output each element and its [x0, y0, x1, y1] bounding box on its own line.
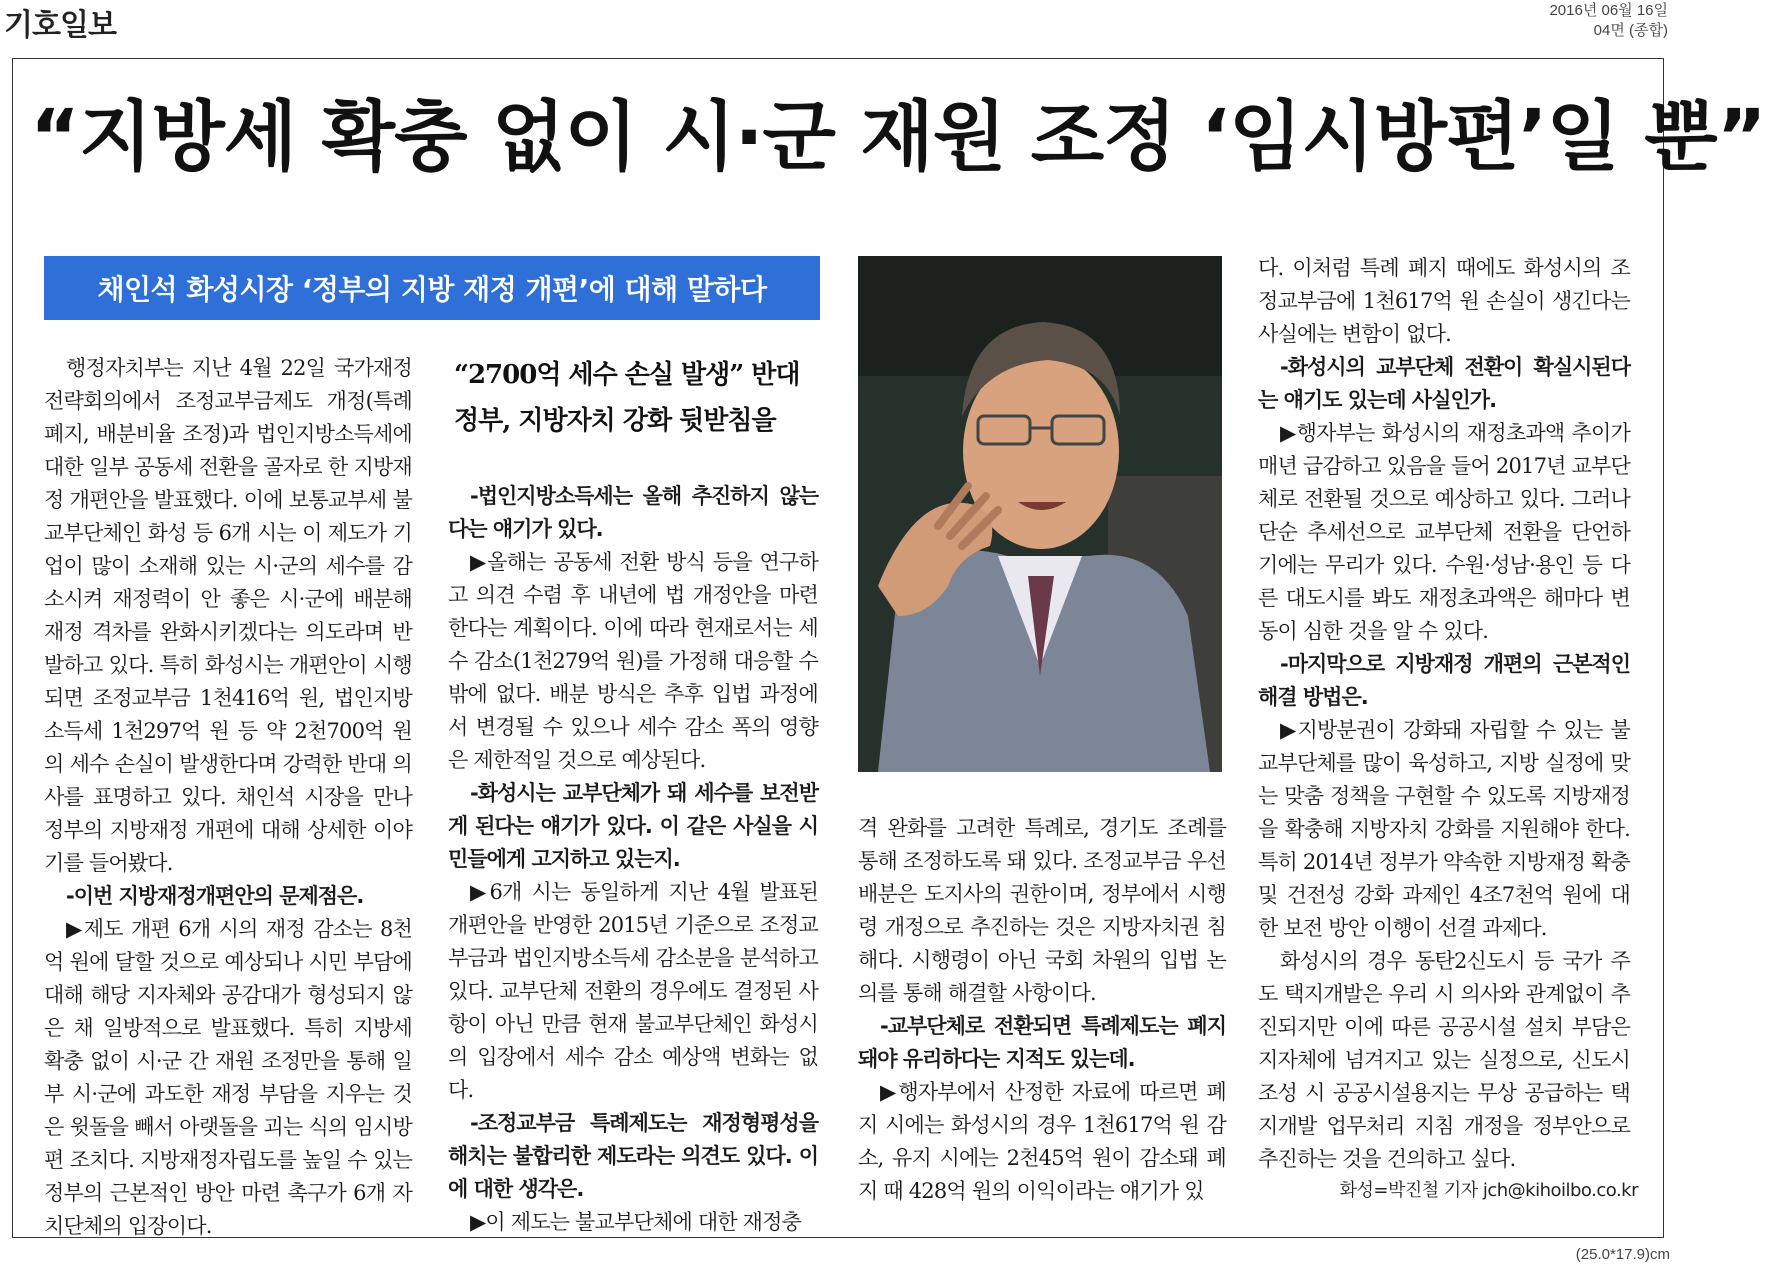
article-column-4 — [1258, 252, 1630, 1174]
interview-question: -화성시는 교부단체가 돼 세수를 보전받게 된다는 얘기가 있다. 이 같은 사실을 시민들에게 고지하고 있는지. — [448, 781, 818, 871]
interview-question: -조정교부금 특례제도는 재정형평성을 해치는 불합리한 제도라는 의견도 있다. 이에 대한 생각은. — [448, 1111, 818, 1201]
subhead-1: “2700억 세수 손실 발생” 반대 — [454, 360, 800, 390]
clipping-size-note: (25.0*17.9)cm — [1575, 1246, 1670, 1263]
publication-meta — [1549, 1, 1668, 41]
interview-photo — [858, 256, 1222, 772]
interview-question: -마지막으로 지방재정 개편의 근본적인 해결 방법은. — [1258, 652, 1630, 709]
body-paragraph: ▶이 제도는 불교부단체에 대한 재정충 — [470, 1210, 802, 1234]
body-paragraph: ▶제도 개편 6개 시의 재정 감소는 8천억 원에 달할 것으로 예상되나 시민 부담에 대해 해당 지자체와 공감대가 형성되지 않은 채 일방적으로 발표했다. 특히 지방세 확충 없이 시·군 간 재원 조정만을 통해 일부 시·군에 과도한 재정 부담을 지우는 것은 윗돌을 빼서 아랫돌을 괴는 식의 임시방편 조치다. 지방재정자립도를 높일 수 있는 정부의 근본적인 방안 마련 촉구가 6개 자치단체의 입장이다. — [44, 917, 412, 1238]
article-headline: “지방세 확충 없이 시·군 재원 조정 ‘임시방편’일 뿐” — [30, 92, 1766, 181]
interview-banner: 채인석 화성시장 ‘정부의 지방 재정 개편’에 대해 말하다 — [44, 256, 820, 320]
article-column-2 — [448, 480, 818, 1234]
body-paragraph: ▶행자부에서 산정한 자료에 따르면 폐지 시에는 화성시의 경우 1천617억 원 감소, 유지 시에는 2천45억 원이 감소돼 폐지 때 428억 원의 이익이라는 얘기가 있 — [858, 1080, 1226, 1203]
body-paragraph: ▶지방분권이 강화돼 자립할 수 있는 불교부단체를 많이 육성하고, 지방 실정에 맞는 맞춤 정책을 구현할 수 있도록 지방재정을 확충해 지방자치 강화를 지원해야 한다. 특히 2014년 정부가 약속한 지방재정 확충 및 건전성 강화 과제인 4조7천억 원에 대한 보전 방안 이행이 선결 과제다. — [1258, 718, 1630, 940]
interview-question: -법인지방소득세는 올해 추진하지 않는다는 얘기가 있다. — [448, 484, 818, 541]
article-subheads — [448, 352, 818, 444]
page-section: 04면 (종합) — [1593, 22, 1668, 39]
body-paragraph: 행정자치부는 지난 4월 22일 국가재정전략회의에서 조정교부금제도 개정(특례 폐지, 배분비율 조정)과 법인지방소득세에 대한 일부 공동세 전환을 골자로 한 지방재정 개편안을 발표했다. 이에 보통교부세 불교부단체인 화성 등 6개 시는 이 제도가 기업이 많이 소재해 있는 시·군의 세수를 감소시켜 재정력이 안 좋은 시·군에 배분해 재정 격차를 완화시키겠다는 의도라며 반발하고 있다. 특히 화성시는 개편안이 시행되면 조정교부금 1천416억 원, 법인지방소득세 1천297억 원 등 약 2천700억 원의 세수 손실이 발생한다며 강력한 반대 의사를 표명하고 있다. 채인석 시장을 만나 정부의 지방재정 개편에 대해 상세한 이야기를 들어봤다. — [44, 356, 412, 875]
reporter-byline: 화성=박진철 기자 jch@kihoilbo.co.kr — [1339, 1180, 1638, 1201]
interview-question: -화성시의 교부단체 전환이 확실시된다는 얘기도 있는데 사실인가. — [1258, 355, 1630, 412]
subhead-2: 정부, 지방자치 강화 뒷받침을 — [454, 406, 776, 436]
article-column-1 — [44, 352, 412, 1238]
body-paragraph: 다. 이처럼 특례 폐지 때에도 화성시의 조정교부금에 1천617억 원 손실이 생긴다는 사실에는 변함이 없다. — [1258, 256, 1630, 346]
body-paragraph: ▶6개 시는 동일하게 지난 4월 발표된 개편안을 반영한 2015년 기준으로 조정교부금과 법인지방소득세 감소분을 분석하고 있다. 교부단체 전환의 경우에도 결정된 사항이 아닌 만큼 현재 불교부단체인 화성시의 입장에서 세수 감소 예상액 변화는 없다. — [448, 880, 818, 1102]
body-paragraph: 격 완화를 고려한 특례로, 경기도 조례를 통해 조정하도록 돼 있다. 조정교부금 우선 배분은 도지사의 권한이며, 정부에서 시행령 개정으로 추진하는 것은 지방자치권 침해다. 시행령이 아닌 국회 차원의 입법 논의를 통해 해결할 사항이다. — [858, 816, 1226, 1005]
body-paragraph: 화성시의 경우 동탄2신도시 등 국가 주도 택지개발은 우리 시 의사와 관계없이 추진되지만 이에 따른 공공시설 설치 부담은 지자체에 넘겨지고 있는 실정으로, 신도시 조성 시 공공시설용지는 무상 공급하는 택지개발 업무처리 지침 개정을 정부안으로 추진하는 것을 건의하고 싶다. — [1258, 949, 1630, 1171]
body-paragraph: ▶올해는 공동세 전환 방식 등을 연구하고 의견 수렴 후 내년에 법 개정안을 마련한다는 계획이다. 이에 따라 현재로서는 세수 감소(1천279억 원)를 가정해 대응할 수밖에 없다. 배분 방식은 추후 입법 과정에서 변경될 수 있으나 세수 감소 폭의 영향은 제한적일 것으로 예상된다. — [448, 550, 818, 772]
interview-question: -교부단체로 전환되면 특례제도는 폐지돼야 유리하다는 지적도 있는데. — [858, 1014, 1226, 1071]
interview-question: -이번 지방재정개편안의 문제점은. — [66, 884, 364, 908]
mayor-portrait-image — [858, 256, 1222, 772]
newspaper-masthead: 기호일보 — [4, 8, 116, 43]
body-paragraph: ▶행자부는 화성시의 재정초과액 추이가 매년 급감하고 있음을 들어 2017년 교부단체로 전환될 것으로 예상하고 있다. 그러나 단순 추세선으로 교부단체 전환을 단언하기에는 무리가 있다. 수원·성남·용인 등 다른 대도시를 봐도 재정초과액은 해마다 변동이 심한 것을 알 수 있다. — [1258, 421, 1630, 643]
publication-date: 2016년 06월 16일 — [1549, 2, 1668, 19]
article-column-3 — [858, 812, 1226, 1214]
